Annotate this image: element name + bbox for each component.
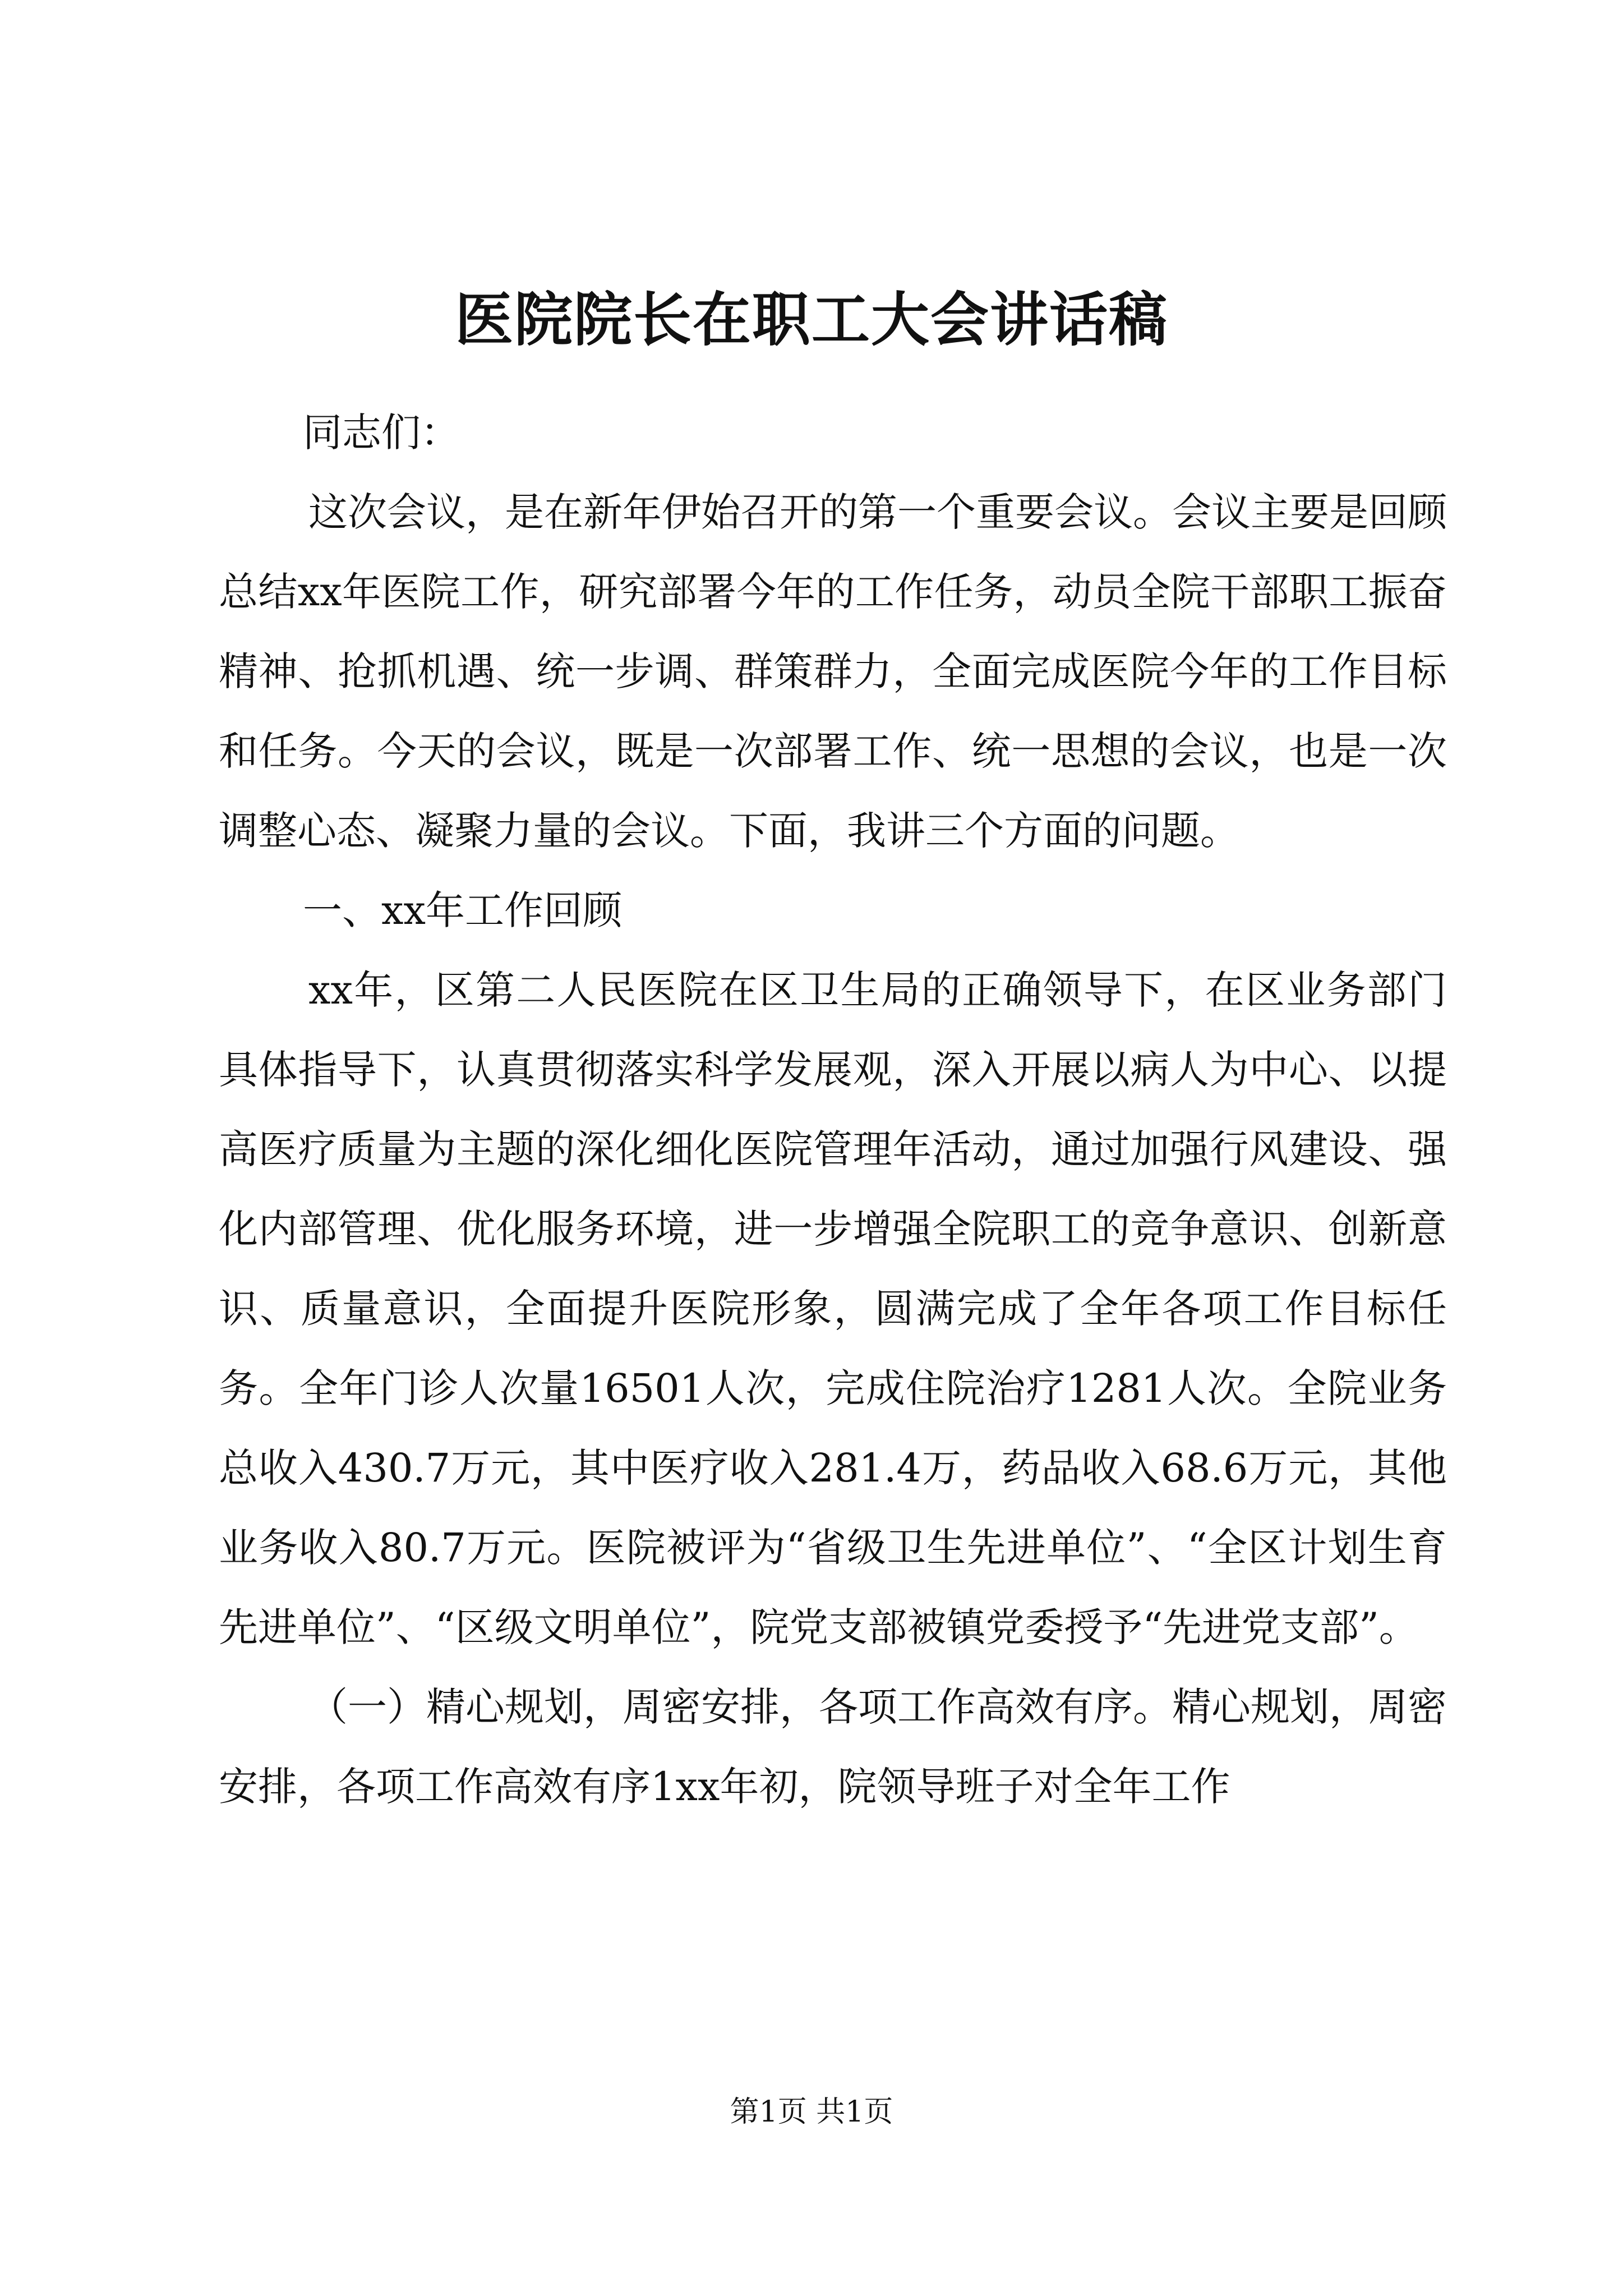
document-title: 医院院长在职工大会讲话稿: [454, 285, 1168, 354]
salutation: 同志们：: [303, 409, 460, 455]
paragraph-review: xx年，区第二人民医院在区卫生局的正确领导下，在区业务部门具体指导下，认真贯彻落实科学发展观，深入开展以病人为中心、以提高医疗质量为主题的深化细化医院管理年活动，通过加强行风建设、强化内部管理、优化服务环境，进一步增强全院职工的竞争意识、创新意识、质量意识，全面提升医院形象，圆满完成了全年各项工作目标任务。全年门诊人次量16501人次，完成住院治疗1281人次。全院业务总收入430.7万元，其中医疗收入281.4万，药品收入68.6万元，其他业务收入80.7万元。医院被评为“省级卫生先进单位”、“全区计划生育先进单位”、“区级文明单位”，院党支部被镇党委授予“先进党支部”。: [219, 967, 1447, 1650]
section-heading-review: 一、xx年工作回顾: [303, 887, 622, 933]
paragraph-subsection-1: （一）精心规划，周密安排，各项工作高效有序。精心规划，周密安排，各项工作高效有序1xx年初，院领导班子对全年工作: [219, 1684, 1447, 1810]
paragraph-intro: 这次会议，是在新年伊始召开的第一个重要会议。会议主要是回顾总结xx年医院工作，研究部署今年的工作任务，动员全院干部职工振奋精神、抢抓机遇、统一步调、群策群力，全面完成医院今年的工作目标和任务。今天的会议，既是一次部署工作、统一思想的会议，也是一次调整心态、凝聚力量的会议。下面，我讲三个方面的问题。: [219, 489, 1447, 854]
document-body: [219, 393, 1447, 1826]
page-footer: 第1页 共1页: [730, 2095, 893, 2129]
